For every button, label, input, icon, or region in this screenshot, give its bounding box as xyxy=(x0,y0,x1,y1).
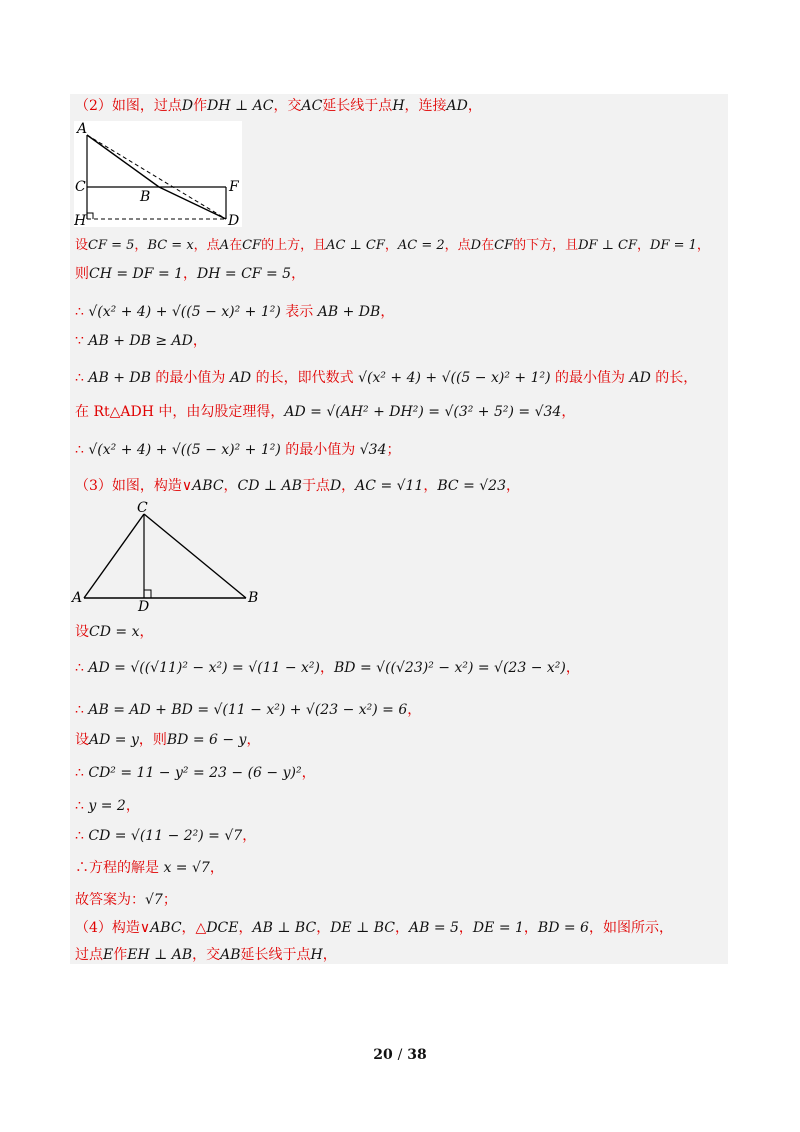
text-line-8 xyxy=(75,440,401,460)
math: √(x² + 4) + √((5 − x)² + 1²) xyxy=(358,370,551,386)
text: ∴ xyxy=(75,828,89,844)
text: ，点 xyxy=(193,238,220,253)
math: A xyxy=(219,238,230,253)
text: 延长线于点 xyxy=(322,98,393,114)
math: AD = y xyxy=(89,732,139,748)
label-A: A xyxy=(72,590,83,606)
text-line-6 xyxy=(75,368,697,388)
math: BD = 6 xyxy=(537,920,589,936)
math: H xyxy=(392,98,405,114)
text: 故答案为： xyxy=(75,892,145,908)
math: ABC xyxy=(192,478,224,494)
text: ， xyxy=(467,98,482,114)
math: D xyxy=(470,238,482,253)
math: DCE xyxy=(206,920,239,936)
text: 的下方，且 xyxy=(513,238,579,253)
text: ， xyxy=(291,266,306,282)
text: ， xyxy=(407,702,422,718)
text: ，如图所示， xyxy=(588,920,673,936)
math: DE ⊥ BC xyxy=(330,920,395,936)
text: ，连接 xyxy=(404,98,447,114)
text: ， xyxy=(223,478,238,494)
label-C: C xyxy=(137,500,148,516)
math: AD xyxy=(629,370,651,386)
figure-rectangle-diagram xyxy=(74,121,242,227)
text: 设 xyxy=(75,238,89,253)
text: ，交 xyxy=(192,947,221,963)
text: ∴ xyxy=(75,765,89,781)
text: ， xyxy=(238,920,253,936)
text-line-19 xyxy=(75,918,673,938)
math: EH ⊥ AB xyxy=(127,947,193,963)
text: ， xyxy=(139,624,154,640)
math: AC ⊥ CF xyxy=(326,238,385,253)
text: ，则 xyxy=(138,732,167,748)
math: AB + DB xyxy=(88,370,151,386)
math: CH = DF = 1 xyxy=(89,266,184,282)
text: ， xyxy=(341,478,356,494)
math: AD xyxy=(229,370,252,386)
text-line-3 xyxy=(75,264,305,284)
math: AC = √11 xyxy=(355,478,424,494)
math: H xyxy=(310,947,323,963)
text: ， xyxy=(696,238,710,253)
text-line-5 xyxy=(75,331,207,351)
text: ， xyxy=(246,732,261,748)
math: AB ⊥ BC xyxy=(252,920,317,936)
text: （4）构造∨ xyxy=(75,920,151,936)
text-line-7 xyxy=(75,402,575,422)
text: ， xyxy=(301,765,316,781)
math: √34 xyxy=(359,442,387,458)
text-line-4 xyxy=(75,302,394,322)
text: ∴ xyxy=(75,304,89,320)
segment-CB xyxy=(144,514,246,598)
math: AC = 2 xyxy=(397,238,445,253)
math: CF xyxy=(494,238,514,253)
text: ， xyxy=(561,404,576,420)
text: ， xyxy=(523,920,538,936)
math: AB xyxy=(220,947,241,963)
text-line-16 xyxy=(75,826,256,846)
text: ，△ xyxy=(181,920,207,936)
text: ， xyxy=(183,266,198,282)
text: ， xyxy=(322,947,337,963)
text: ∴ xyxy=(75,660,89,676)
text: ， xyxy=(458,920,473,936)
text: 的长，即代数式 xyxy=(251,370,359,386)
text: 作 xyxy=(193,98,208,114)
text-line-18 xyxy=(75,890,177,910)
math: √(x² + 4) + √((5 − x)² + 1²) xyxy=(88,442,281,458)
math: AB = AD + BD = √(11 − x²) + √(23 − x²) = 6 xyxy=(88,702,408,718)
text: 作 xyxy=(113,947,128,963)
text-line-2 xyxy=(75,236,710,256)
text: ， xyxy=(209,860,224,876)
text: 在 xyxy=(229,238,243,253)
text-line-20 xyxy=(75,945,337,965)
math: CF = 5 xyxy=(88,238,135,253)
math: DH ⊥ AC xyxy=(207,98,274,114)
text: ， xyxy=(242,828,257,844)
text: ； xyxy=(162,892,177,908)
text: 的最小值为 xyxy=(280,442,360,458)
math: D xyxy=(329,478,342,494)
text: ∴ xyxy=(75,442,89,458)
page-number xyxy=(0,1047,800,1063)
text: 的最小值为 xyxy=(550,370,630,386)
math: y = 2 xyxy=(88,798,126,814)
math: AB + DB xyxy=(317,304,381,320)
text: 设 xyxy=(75,732,89,748)
text: ， xyxy=(506,478,521,494)
math: AC xyxy=(301,98,323,114)
text: ∴ xyxy=(75,370,89,386)
math: CD ⊥ AB xyxy=(237,478,302,494)
text: 设 xyxy=(75,624,89,640)
figure-triangle-diagram xyxy=(70,500,270,614)
text: ， xyxy=(380,304,395,320)
math: E xyxy=(103,947,114,963)
math: DH = CF = 5 xyxy=(197,266,292,282)
math: BD = 6 − y xyxy=(166,732,247,748)
math: BC = √23 xyxy=(437,478,507,494)
math: AD = √((√11)² − x²) = √(11 − x²) xyxy=(88,660,321,676)
text: （2）如图，过点 xyxy=(75,98,182,114)
text: ， xyxy=(316,920,331,936)
label-D: D xyxy=(138,599,150,614)
text-line-11 xyxy=(75,658,580,678)
text: ∴ xyxy=(75,702,89,718)
label-A: A xyxy=(77,121,88,137)
math: DF = 1 xyxy=(650,238,697,253)
text: ∵ xyxy=(75,333,89,349)
text: ， xyxy=(384,238,398,253)
math: CD = x xyxy=(89,624,140,640)
text: （3）如图，构造∨ xyxy=(75,478,193,494)
label-H: H xyxy=(74,213,87,227)
math: CD² = 11 − y² = 23 − (6 − y)² xyxy=(88,765,302,781)
text-line-14 xyxy=(75,763,316,783)
label-B: B xyxy=(140,189,151,205)
page-current: 20 xyxy=(373,1047,393,1063)
text: 在 xyxy=(481,238,495,253)
text: ∴方程的解是 xyxy=(75,860,164,876)
text-line-13 xyxy=(75,730,260,750)
label-B: B xyxy=(248,590,259,606)
label-F: F xyxy=(229,179,239,195)
text-line-10 xyxy=(75,622,153,642)
text: ， xyxy=(134,238,148,253)
right-angle-mark xyxy=(144,590,151,598)
page-total: 38 xyxy=(407,1047,427,1063)
text: ， xyxy=(320,660,335,676)
text-line-1 xyxy=(75,96,482,116)
text: ， xyxy=(565,660,580,676)
page-separator: / xyxy=(397,1047,403,1063)
math: AB + DB ≥ AD xyxy=(88,333,193,349)
text: 的上方，且 xyxy=(261,238,327,253)
math: AD xyxy=(446,98,468,114)
label-D: D xyxy=(228,213,240,227)
text-line-12 xyxy=(75,700,421,720)
math: AB = 5 xyxy=(408,920,459,936)
text: 则 xyxy=(75,266,89,282)
text: 的长， xyxy=(650,370,698,386)
math: CF xyxy=(242,238,262,253)
text: ， xyxy=(637,238,651,253)
text: ， xyxy=(423,478,438,494)
label-C: C xyxy=(75,179,86,195)
text: 延长线于点 xyxy=(240,947,311,963)
segment-AC xyxy=(84,514,144,598)
text: ， xyxy=(394,920,409,936)
math: D xyxy=(181,98,194,114)
math: CD = √(11 − 2²) = √7 xyxy=(88,828,243,844)
text: ，交 xyxy=(273,98,302,114)
text-line-15 xyxy=(75,796,140,816)
math: DF ⊥ CF xyxy=(578,238,638,253)
math: x = √7 xyxy=(163,860,210,876)
math: DE = 1 xyxy=(472,920,524,936)
text-line-17 xyxy=(75,858,224,878)
math: BD = √((√23)² − x²) = √(23 − x²) xyxy=(334,660,566,676)
text: ； xyxy=(386,442,401,458)
text: ， xyxy=(125,798,140,814)
text: ，点 xyxy=(444,238,471,253)
text: 表示 xyxy=(280,304,318,320)
math: BC = x xyxy=(147,238,194,253)
text: 于点 xyxy=(301,478,330,494)
math: AD = √(AH² + DH²) = √(3² + 5²) = √34 xyxy=(284,404,562,420)
text: 过点 xyxy=(75,947,103,963)
math: √7 xyxy=(145,892,163,908)
text: 在 Rt△ADH 中，由勾股定理得， xyxy=(75,404,285,420)
text: ， xyxy=(192,333,207,349)
text-line-9 xyxy=(75,476,520,496)
text: 的最小值为 xyxy=(150,370,230,386)
text: ∴ xyxy=(75,798,89,814)
math: √(x² + 4) + √((5 − x)² + 1²) xyxy=(88,304,281,320)
math: ABC xyxy=(150,920,182,936)
